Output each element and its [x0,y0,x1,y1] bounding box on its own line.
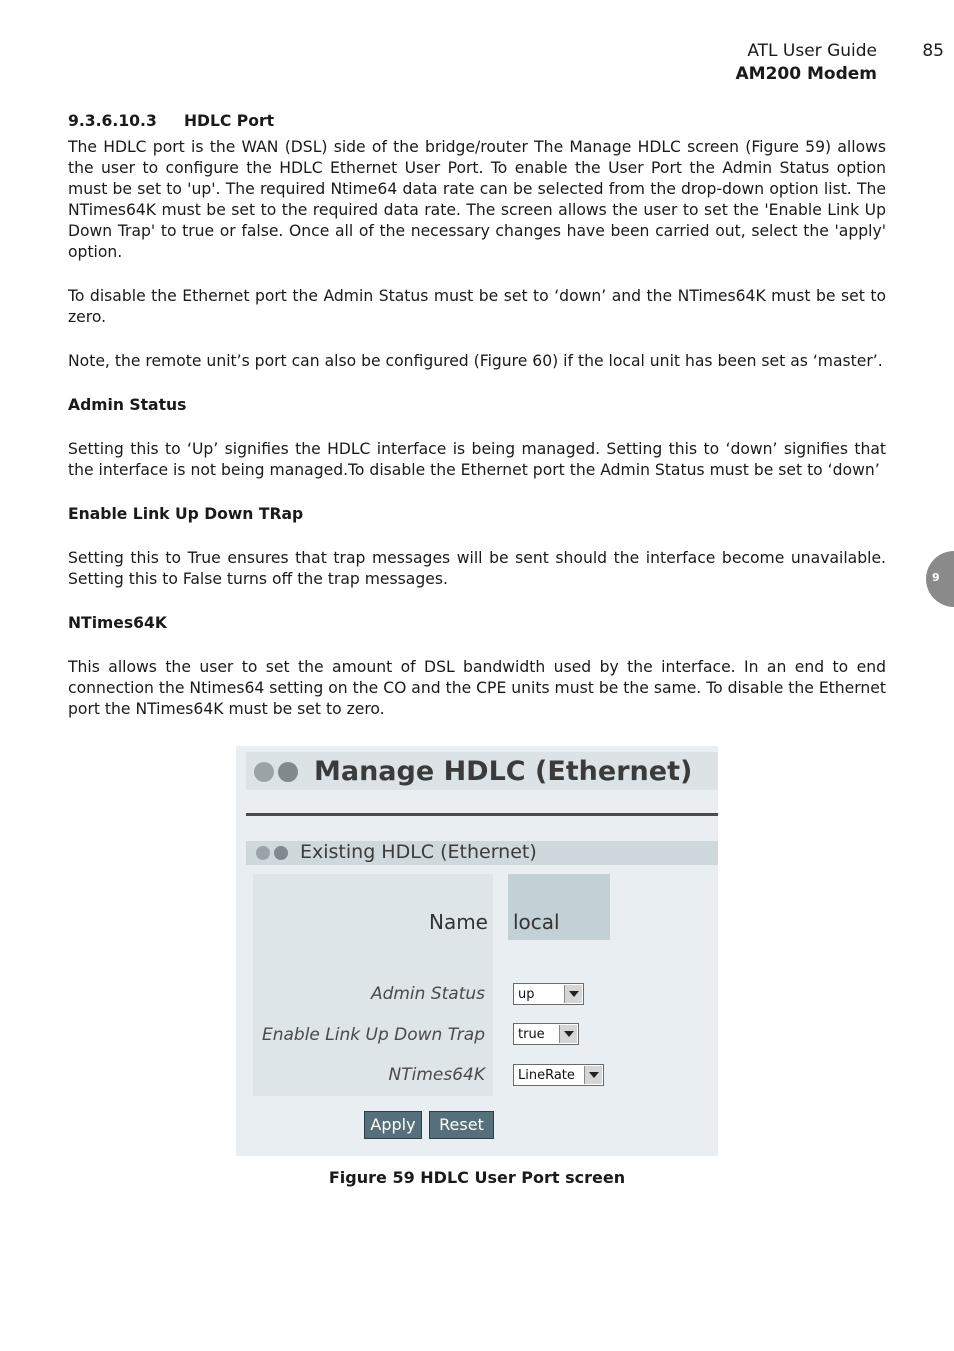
page-title: Manage HDLC (Ethernet) [314,756,693,787]
section-number: 9.3.6.10.3 [68,112,157,130]
running-header [736,40,878,86]
ntimes-heading: NTimes64K [68,614,167,632]
bullet-dot-icon [278,762,298,782]
note-paragraph: Note, the remote unit’s port can also be configured (Figure 60) if the local unit has been set as ‘master’. [68,352,883,370]
chevron-down-icon[interactable] [559,1025,577,1043]
chevron-down-icon[interactable] [564,985,582,1003]
chevron-down-icon[interactable] [584,1066,602,1084]
guide-title: ATL User Guide [747,41,877,61]
disable-paragraph: To disable the Ethernet port the Admin Status must be set to ‘down’ and the NTimes64K must be set to zero. [68,287,886,326]
section-title: HDLC Port [184,112,275,130]
product-name: AM200 Modem [735,64,877,84]
trap-text: Setting this to True ensures that trap messages will be sent should the interface become unavailable. Setting this to False turns off the trap messages. [68,549,886,588]
admin-status-heading: Admin Status [68,396,187,414]
title-divider [246,813,718,816]
admin-status-text: Setting this to ‘Up’ signifies the HDLC interface is being managed. Setting this to ‘down’ signifies that the interface is not being managed.To disable the Ethernet port the Admin Status must be set to ‘down’ [68,440,886,479]
subtitle-bar [246,841,718,865]
section-title: Existing HDLC (Ethernet) [300,841,537,863]
bullet-dot-icon [256,846,270,860]
ntimes-text: This allows the user to set the amount of DSL bandwidth used by the interface. In an end to end connection the Ntimes64 setting on the CO and the CPE units must be the same. To disable the Ethernet port the NTimes64K must be set to zero. [68,658,886,718]
page-number: 85 [922,41,944,61]
body-text [68,111,886,743]
figure-caption: Figure 59 HDLC User Port screen [328,1168,626,1187]
bullet-dot-icon [274,846,288,860]
bullet-dot-icon [254,762,274,782]
apply-button[interactable]: Apply [364,1111,422,1139]
trap-value: true [518,1027,545,1042]
section-heading [68,111,886,132]
intro-paragraph: The HDLC port is the WAN (DSL) side of the bridge/router The Manage HDLC screen (Figure 59) allows the user to configure the HDLC Ethernet User Port. To enable the User Port the Admin Status option must be set to 'up'. The required Ntime64 data rate can be selected from the drop-down option list. The NTimes64K must be set to the required data rate. The screen allows the user to set the 'Enable Link Up Down Trap' to true or false. Once all of the necessary changes have been carried out, select the 'apply' option. [68,138,886,261]
ntimes-label: NTimes64K [388,1065,485,1085]
ntimes-value: LineRate [518,1068,575,1083]
trap-select[interactable] [513,1023,579,1045]
name-label: Name [428,910,488,934]
admin-status-value: up [518,987,535,1002]
name-value: local [513,910,560,934]
figure-screenshot [236,746,718,1156]
admin-status-label: Admin Status [370,984,485,1004]
title-bar [246,752,718,790]
trap-label: Enable Link Up Down Trap [261,1025,485,1045]
chapter-tab-number: 9 [932,571,940,584]
trap-heading: Enable Link Up Down TRap [68,505,304,523]
chapter-tab [926,551,954,607]
admin-status-select[interactable] [513,983,584,1005]
reset-button[interactable]: Reset [429,1111,494,1139]
ntimes-select[interactable] [513,1064,604,1086]
